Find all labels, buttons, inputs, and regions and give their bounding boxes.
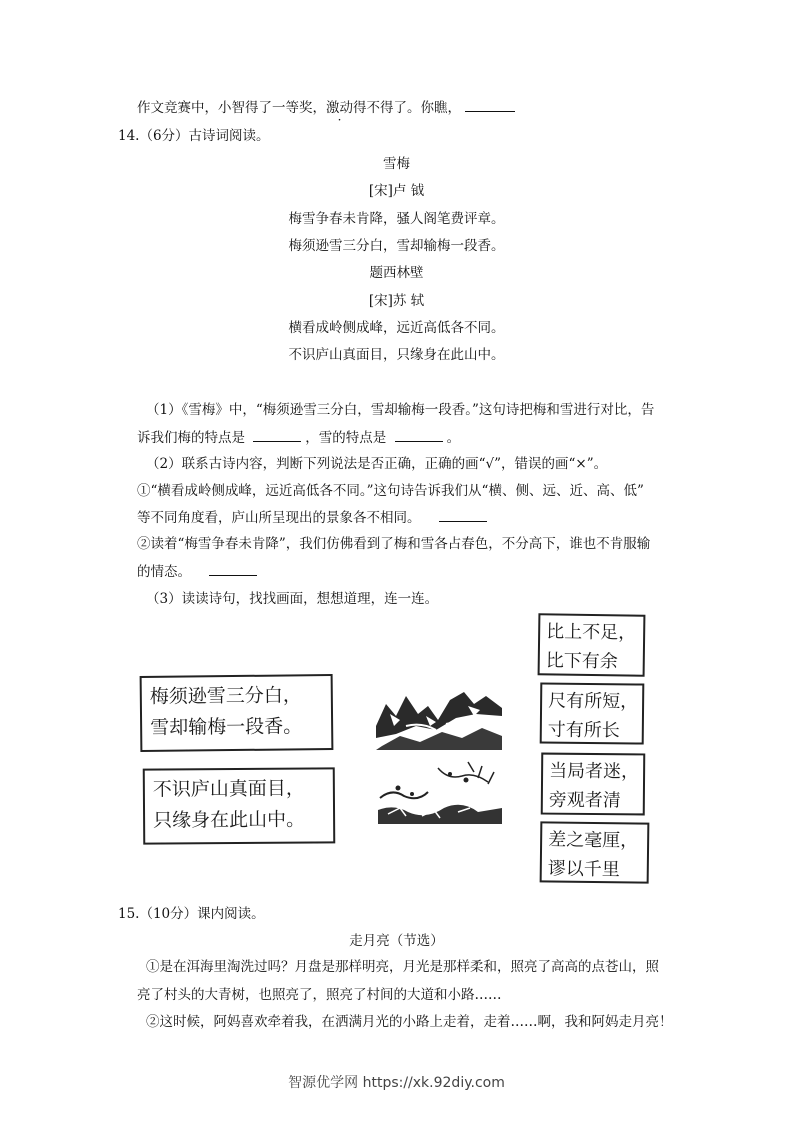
poem2-line1: 横看成岭侧成峰，远近高低各不同。 xyxy=(288,320,505,336)
right-box-3[interactable] xyxy=(541,753,646,816)
right-box2-line2: 寸有所长 xyxy=(547,719,620,742)
right-box-1[interactable] xyxy=(538,613,646,676)
right-box-2[interactable] xyxy=(540,682,645,744)
plum-snow-picture[interactable] xyxy=(378,758,502,824)
left-box2-line2: 只缘身在此山中。 xyxy=(153,808,306,832)
left-box1-line2: 雪却输梅一段香。 xyxy=(150,715,303,739)
poem1-line1: 梅雪争春未肯降，骚人阁笔费评章。 xyxy=(288,211,505,227)
q15-header: 15.（10分）课内阅读。 xyxy=(118,906,265,922)
snow-feature-blank[interactable] xyxy=(395,427,443,442)
sub1-b2: ，雪的特点是 xyxy=(305,430,387,446)
sub3: （3）读读诗句，找找画面，想想道理，连一连。 xyxy=(146,591,439,607)
item1-line-b xyxy=(137,506,487,526)
poem1-line2: 梅须逊雪三分白，雪却输梅一段香。 xyxy=(288,238,505,254)
right-box4-line1: 差之毫厘， xyxy=(548,829,639,852)
item2-b: 的情态。 xyxy=(137,564,191,580)
answer-blank[interactable] xyxy=(465,97,515,112)
right-box1-line2: 比下有余 xyxy=(545,650,618,673)
line-top-dotted: 激动 xyxy=(326,100,353,116)
left-box2-line1: 不识庐山真面目， xyxy=(152,777,305,801)
sub1-line-b xyxy=(137,426,460,446)
mountain-picture[interactable] xyxy=(376,686,502,750)
poem2-title: 题西林壁 xyxy=(369,265,424,281)
item2-line-a: ②读着“梅雪争春未肯降”，我们仿佛看到了梅和雪各占春色，不分高下，谁也不肯服输 xyxy=(137,536,651,552)
item1-judge-blank[interactable] xyxy=(439,507,487,522)
passage-p1-a: ①是在洱海里淘洗过吗？月盘是那样明亮，月光是那样柔和，照亮了高高的点苍山，照 xyxy=(146,959,659,975)
item1-line-a: ①“横看成岭侧成峰，远近高低各不同。”这句诗告诉我们从“横、侧、远、近、高、低” xyxy=(137,483,644,499)
right-box3-line1: 当局者迷， xyxy=(549,760,640,783)
right-box2-line1: 尺有所短， xyxy=(548,690,639,713)
passage-p1-b: 亮了村头的大青树，也照亮了，照亮了村间的大道和小路…… xyxy=(137,987,502,1003)
poem2-author: [宋]苏 轼 xyxy=(368,293,425,309)
line-top-text: 作文竞赛中，小智得了一等奖， xyxy=(137,100,326,116)
line-top xyxy=(137,96,515,116)
left-box1-line1: 梅须逊雪三分白， xyxy=(149,684,302,708)
right-box3-line2: 旁观者清 xyxy=(548,789,621,812)
item2-line-b xyxy=(137,560,257,580)
sub2: （2）联系古诗内容，判断下列说法是否正确，正确的画“√”，错误的画“×”。 xyxy=(146,456,608,472)
passage-p2: ②这时候，阿妈喜欢牵着我，在洒满月光的小路上走着，走着……啊，我和阿妈走月亮！ xyxy=(146,1014,673,1030)
left-box-lushan[interactable] xyxy=(143,767,336,844)
footer-watermark: 智源优学网 https://xk.92diy.com xyxy=(288,1075,505,1091)
passage-title: 走月亮（节选） xyxy=(349,933,444,949)
poem2-line2: 不识庐山真面目，只缘身在此山中。 xyxy=(288,347,505,363)
sub1-b3: 。 xyxy=(446,430,461,446)
sub1-line-a: （1）《雪梅》中，“梅须逊雪三分白，雪却输梅一段香。”这句诗把梅和雪进行对比，告 xyxy=(146,402,655,418)
poem1-title: 雪梅 xyxy=(383,156,410,172)
right-box1-line1: 比上不足， xyxy=(546,621,637,644)
line-top-after: 得不得了。你瞧， xyxy=(353,100,461,116)
left-box-snow-plum[interactable] xyxy=(140,674,334,752)
sub1-b1: 诉我们梅的特点是 xyxy=(137,430,245,446)
item2-judge-blank[interactable] xyxy=(209,561,257,576)
poem1-author: [宋]卢 钺 xyxy=(368,183,425,199)
q14-header: 14.（6分）古诗词阅读。 xyxy=(118,128,270,144)
plum-feature-blank[interactable] xyxy=(253,427,301,442)
right-box-4[interactable] xyxy=(540,821,650,883)
item1-b: 等不同角度看，庐山所呈现出的景象各不相同。 xyxy=(137,510,421,526)
right-box4-line2: 谬以千里 xyxy=(547,858,620,881)
